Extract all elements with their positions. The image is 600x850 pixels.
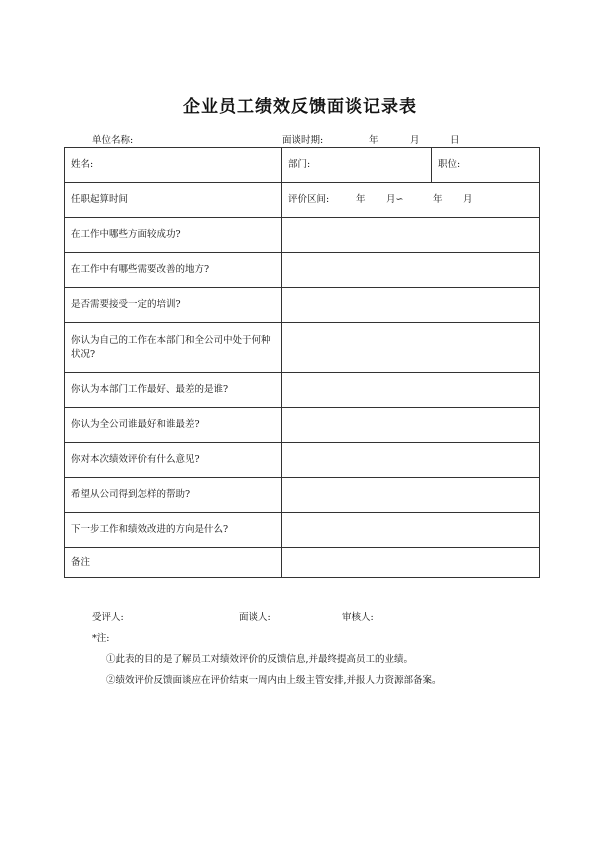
position-cell[interactable]: [432, 148, 540, 183]
question-text: 在工作中有哪些需要改善的地方?: [71, 264, 210, 275]
table-row: [65, 408, 540, 443]
question-cell: [65, 323, 282, 373]
table-row: [65, 148, 540, 183]
period-end-month: 月: [463, 194, 473, 205]
evaluation-period-label: 评价区间:: [288, 194, 330, 205]
answer-cell[interactable]: [282, 323, 540, 373]
interview-month-label: 月: [410, 135, 420, 146]
remarks-cell[interactable]: [282, 548, 540, 578]
question-text: 你认为全公司谁最好和谁最差?: [71, 419, 200, 430]
answer-cell[interactable]: [282, 443, 540, 478]
table-row: [65, 373, 540, 408]
unit-name-label: 单位名称:: [92, 135, 134, 146]
question-cell: [65, 253, 282, 288]
name-cell[interactable]: [65, 148, 282, 183]
interview-year-label: 年: [369, 135, 379, 146]
question-cell: [65, 373, 282, 408]
period-start-month: 月∽: [386, 194, 404, 205]
table-row: [65, 253, 540, 288]
interview-day-label: 日: [450, 135, 460, 146]
question-cell: [65, 513, 282, 548]
table-row: [65, 513, 540, 548]
question-cell: [65, 478, 282, 513]
question-text: 你认为本部门工作最好、最差的是谁?: [71, 384, 229, 395]
table-row: [65, 288, 540, 323]
evaluatee-signature-label: 受评人:: [92, 612, 124, 623]
table-row: [65, 478, 540, 513]
name-label: 姓名:: [71, 159, 94, 170]
question-cell: [65, 408, 282, 443]
answer-cell[interactable]: [282, 408, 540, 443]
question-text: 你对本次绩效评价有什么意见?: [71, 454, 200, 465]
question-text: 你认为自己的工作在本部门和全公司中处于何种状况?: [71, 334, 271, 360]
question-text: 在工作中哪些方面较成功?: [71, 229, 181, 240]
table-row: [65, 183, 540, 218]
answer-cell[interactable]: [282, 288, 540, 323]
interview-record-table: [64, 147, 540, 578]
department-cell[interactable]: [282, 148, 432, 183]
department-label: 部门:: [288, 159, 311, 170]
form-meta-row: [92, 132, 512, 146]
question-text: 希望从公司得到怎样的帮助?: [71, 489, 191, 500]
answer-cell[interactable]: [282, 373, 540, 408]
start-date-cell[interactable]: [65, 183, 282, 218]
page-title: 企业员工绩效反馈面谈记录表: [183, 97, 417, 117]
question-cell: [65, 443, 282, 478]
period-end-year: 年: [433, 194, 443, 205]
note-item: ②绩效评价反馈面谈应在评价结束一周内由上级主管安排,并报人力资源部备案。: [106, 675, 442, 686]
reviewer-signature-label: 审核人:: [342, 612, 374, 623]
interviewer-signature-label: 面谈人:: [239, 612, 271, 623]
evaluation-period-cell[interactable]: [282, 183, 540, 218]
remarks-label-cell: [65, 548, 282, 578]
answer-cell[interactable]: [282, 513, 540, 548]
period-start-year: 年: [356, 194, 366, 205]
position-label: 职位:: [438, 159, 461, 170]
table-row: [65, 443, 540, 478]
notes-heading: *注:: [92, 633, 110, 644]
answer-cell[interactable]: [282, 218, 540, 253]
question-text: 下一步工作和绩效改进的方向是什么?: [71, 524, 229, 535]
remarks-label: 备注: [71, 556, 91, 568]
question-cell: [65, 218, 282, 253]
answer-cell[interactable]: [282, 253, 540, 288]
table-row: [65, 218, 540, 253]
start-date-label: 任职起算时间: [71, 194, 129, 205]
question-text: 是否需要接受一定的培训?: [71, 299, 181, 310]
question-cell: [65, 288, 282, 323]
table-row: [65, 323, 540, 373]
table-row: [65, 548, 540, 578]
answer-cell[interactable]: [282, 478, 540, 513]
interview-time-label: 面谈时期:: [282, 135, 324, 146]
note-item: ①此表的目的是了解员工对绩效评价的反馈信息,并最终提高员工的业绩。: [106, 654, 414, 665]
signature-row: [92, 609, 512, 623]
